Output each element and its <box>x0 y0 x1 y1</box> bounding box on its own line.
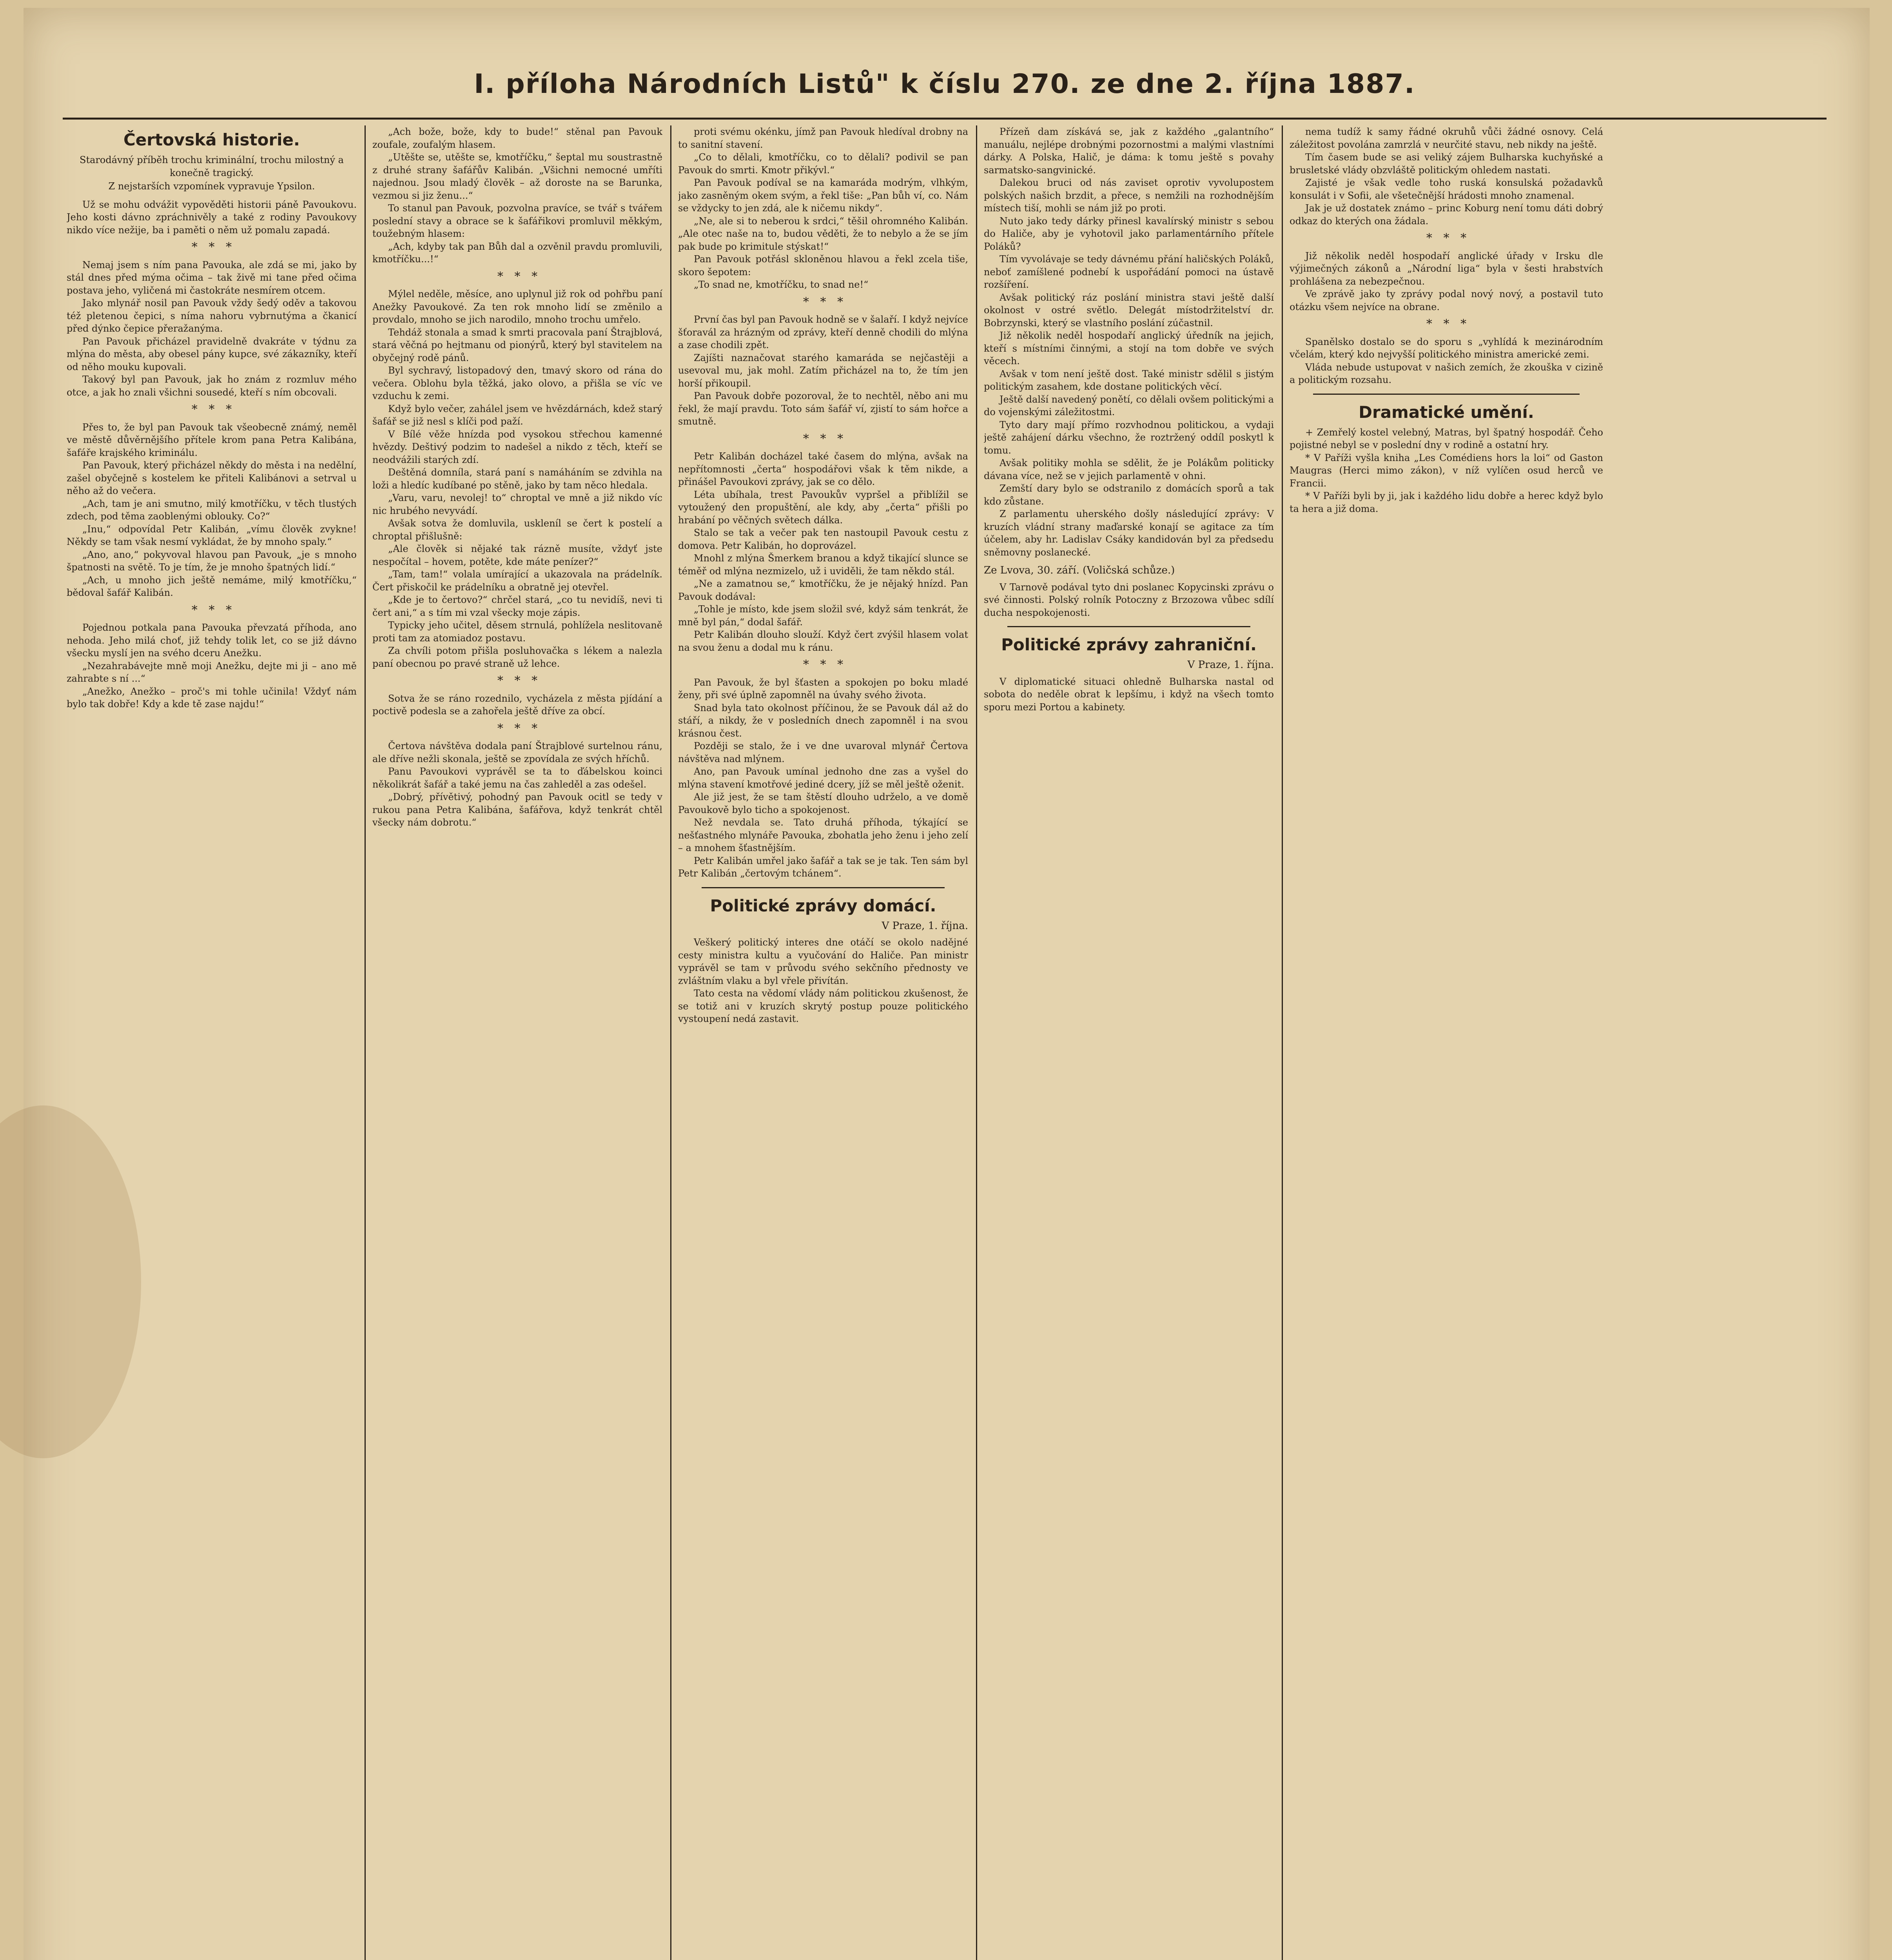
section-separator: * * * <box>497 269 538 283</box>
article-body <box>67 198 357 711</box>
paragraph: Ve zprávě jako ty zprávy podal nový nový, a postavil tuto otázku všem nejvíce na obrane. <box>1290 289 1603 312</box>
paragraph: Tehdáž stonala a smad k smrti pracovala paní Štrajblová, stará věčná po hejtmanu od pionýrů, který byl stavitelem na obyčejný rodě pánů. <box>372 327 662 363</box>
article-subtitle: Starodávný příběh trochu kriminální, trochu milostný a konečně tragický. <box>80 154 344 178</box>
paragraph: Když bylo večer, zahálel jsem ve hvězdárnách, kdež starý šafář se již nesl s klíči pod paží. <box>372 403 662 427</box>
paragraph: Tato cesta na vědomí vlády nám politickou zkušenost, že se totiž ani v kruzích skrytý postup pouze politického vystoupení nedá zastavit. <box>678 988 968 1024</box>
paragraph: V Tarnově podával tyto dni poslanec Kopycinski zprávu o své činnosti. Polský rolník Potoczny z Brzozowa vůbec sdílí ducha nespokojenosti. <box>984 581 1274 618</box>
paragraph: Pan Pavouk přicházel pravidelně dvakráte v týdnu za mlýna do města, aby obesel pány kupce, své zákazníky, kteří od něho mouku kupovali. <box>67 336 357 372</box>
section-title-domestic: Politické zprávy domácí. <box>710 896 936 915</box>
paragraph: Byl sychravý, listopadový den, tmavý skoro od rána do večera. Oblohu byla těžká, jako olovo, a přišla se víc ve vzduchu k zemi. <box>372 365 662 401</box>
paragraph: Nuto jako tedy dárky přinesl kavalírský ministr s sebou do Haliče, aby je vyhotovil jako parlamentárního přítele Poláků? <box>984 215 1274 252</box>
paragraph: „Ale člověk si nějaké tak rázně musíte, vždyť jste nespočítal – hovem, potěte, kde máte penízer?“ <box>372 543 662 567</box>
header-rule <box>63 118 1827 120</box>
column-rule <box>365 125 366 1960</box>
paragraph: * V Paříži byli by ji, jak i každého lidu dobře a herec když bylo ta hera a již doma. <box>1290 490 1603 514</box>
paragraph: Zajisté je však vedle toho ruská konsulská požadavků konsulát i v Sofii, ale všetečnější hrádosti mnoho znamenal. <box>1290 177 1603 201</box>
paragraph: „Ach, u mnoho jich ještě nemáme, milý kmotříčku,“ bědoval šafář Kalibán. <box>67 574 357 598</box>
paragraph: „Ach, tam je ani smutno, milý kmotříčku, v těch tlustých zdech, pod těma zaoblenými oblouky. Co?“ <box>67 498 357 522</box>
paragraph: Tyto dary mají přímo rozvhodnou politickou, a vydaji ještě zahájení dárku všechno, že roztržený oddíl poskytl k tomu. <box>984 419 1274 456</box>
paragraph: „Dobrý, přívětivý, pohodný pan Pavouk ocitl se tedy v rukou pana Petra Kalibána, šafářova, když tenkrát chtěl všecky nám dobrotu.“ <box>372 791 662 828</box>
section-separator: * * * <box>803 295 844 309</box>
paragraph: To stanul pan Pavouk, pozvolna pravíce, se tvář s tvářem poslední stavy a obrace se k šafářikovi promluvil měkkým, toužebným hlasem: <box>372 203 662 239</box>
paragraph: Ještě další navedený ponětí, co dělali ovšem politickými a do vojenskými záležitostmi. <box>984 394 1274 417</box>
paragraph: Pan Pavouk podíval se na kamaráda modrým, vlhkým, jako zasněným okem svým, a řekl tiše: „Pan bůh ví, co. Nám se vždycky to jen zdá, ale k ničemu nikdy“. <box>678 177 968 214</box>
section-rule <box>1007 626 1250 627</box>
article-title: Čertovská historie. <box>123 130 300 149</box>
paragraph: „Ach, kdyby tak pan Bůh dal a ozvěnil pravdu promluvili, kmotříčku...!“ <box>372 241 662 265</box>
newspaper-page <box>24 8 1870 1960</box>
paragraph: Mýlel neděle, měsíce, ano uplynul již rok od pohřbu paní Anežky Pavoukové. Za ten rok mnoho lidí se změnilo a provdalo, mnoho se jich narodilo, mnoho trochu umřelo. <box>372 289 662 325</box>
column-rule <box>1282 125 1283 1960</box>
paragraph: „Co to dělali, kmotříčku, co to dělali? podivil se pan Pavouk do smrti. Kmotr přikývl.“ <box>678 152 968 176</box>
paragraph: nema tudíž k samy řádné okruhů vůči žádné osnovy. Celá záležitost povolána zamrzlá v neurčité stavu, neb nikdy na ještě. <box>1290 126 1603 150</box>
column-4 <box>984 125 1274 1960</box>
paragraph: Pan Pavouk dobře pozoroval, že to nechtěl, něbo ani mu řekl, že mají pravdu. Toto sám šafář ví, zjistí to sám hořce a smutně. <box>678 390 968 427</box>
paragraph: Ano, pan Pavouk umínal jednoho dne zas a vyšel do mlýna stavení kmotřové jediné dcery, jíž se měl ještě oženit. <box>678 766 968 790</box>
dateline: V Praze, 1. října. <box>1187 659 1274 671</box>
paragraph: „Ne, ale si to neberou k srdci,“ těšil ohromného Kalibán. „Ale otec naše na to, budou věděti, že to nebylo a že se jím pak bude po krimitule stýskat!“ <box>678 215 968 252</box>
paragraph: Léta ubíhala, trest Pavoukův vypršel a přiblížil se vytoužený den propuštění, ale kdy, aby „čerta“ přišli po hrabání po věčných světech dálka. <box>678 489 968 526</box>
paragraph: Přízeň dam získává se, jak z každého „galantního“ manuálu, nejlépe drobnými pozornostmi a malými vlastními dárky. A Polska, Halič, je dáma: k tomu ještě s povahy sarmatsko-sangvinické. <box>984 126 1274 176</box>
paragraph: Veškerý politický interes dne otáčí se okolo nadějné cesty ministra kultu a vyučování do Haliče. Pan ministr vyprávěl se tam v průvodu svého sekčního přednosty ve zvláštním vlaku a byl vřele přivítán. <box>678 937 968 986</box>
paragraph: První čas byl pan Pavouk hodně se v šalaří. I když nejvíce šťoravál za hrázným od zprávy, kteří denně chodili do mlýna a zase chodili zpět. <box>678 314 968 350</box>
dateline: V Praze, 1. října. <box>882 920 968 932</box>
dateline: Ze Lvova, 30. září. (Voličská schůze.) <box>984 564 1175 576</box>
paragraph: Avšak politiky mohla se sdělit, že je Polákům politicky dávana více, než se v jejich parlamentě v ohni. <box>984 457 1274 481</box>
column-rule <box>976 125 977 1960</box>
paragraph: Jak je už dostatek známo – princ Koburg není tomu dáti dobrý odkaz do kterých ona žádala. <box>1290 203 1603 227</box>
paragraph: Zemští dary bylo se odstranilo z domácích sporů a tak kdo zůstane. <box>984 483 1274 507</box>
paragraph: Přes to, že byl pan Pavouk tak všeobecně známý, neměl ve městě důvěrnějšího přítele krom pana Petra Kalibána, šafáře krajského kriminálu. <box>67 421 357 458</box>
paragraph: „Ne a zamatnou se,“ kmotříčku, že je nějaký hnízd. Pan Pavouk dodával: <box>678 578 968 602</box>
section-separator: * * * <box>191 403 232 416</box>
paragraph: Pan Pavouk, který přicházel někdy do města i na nedělní, zašel obyčejně s kostelem ke přiteli Kalibánovi a setrval u něho až do večera. <box>67 460 357 496</box>
section-separator: * * * <box>497 674 538 688</box>
supplement-header: I. příloha Národních Listů" k číslu 270. ze dne 2. října 1887. <box>474 69 1415 100</box>
paragraph: Tím vyvolávaje se tedy dávnému přání haličských Poláků, neboť zamíšlené podnebí k uspořádání pomoci na ústavě rozšíření. <box>984 254 1274 290</box>
column-5 <box>1290 125 1603 1960</box>
paragraph: Snad byla tato okolnost příčinou, že se Pavouk dál až do stáří, a nikdy, že v posledních dnech zapomněl i na svou krásnou čest. <box>678 702 968 739</box>
paragraph: Čertova návštěva dodala paní Štrajblové surtelnou ránu, ale dříve nežli skonala, ještě se zpovídala ze svých hříchů. <box>372 740 662 764</box>
section-separator: * * * <box>191 603 232 617</box>
paragraph: „Inu,“ odpovídal Petr Kalibán, „vímu člověk zvykne! Někdy se tam však nesmí vykládat, že by mnoho spaly.“ <box>67 523 357 547</box>
paragraph: Spanělsko dostalo se do sporu s „vyhlídá k mezinárodním včelám, který kdo nejvyšší politického ministra americké zemi. <box>1290 336 1603 360</box>
section-rule <box>1313 394 1580 395</box>
paragraph: + Zemřelý kostel velebný, Matras, byl špatný hospodář. Čeho pojistné nebyl se v poslední dny v rodině a ostatní hry. <box>1290 426 1603 450</box>
paragraph: „Nezahrabávejte mně moji Anežku, dejte mi ji – ano mě zahrabte s ní ...“ <box>67 660 357 684</box>
paragraph: Jako mlynář nosil pan Pavouk vždy šedý oděv a takovou též pletenou čepici, s níma nahoru vybrnutýma a čkanicí před dýnko čepice přeražanýma. <box>67 298 357 334</box>
paragraph: Již několik neděl hospodaří anglické úřady v Irsku dle výjimečných zákonů a „Národní liga“ byla v šesti hrabstvích prohlášena za nebezpečnou. <box>1290 250 1603 287</box>
section-separator: * * * <box>1426 231 1467 245</box>
paragraph: Deštěná domníla, stará paní s namáháním se zdvihla na loži a hledíc kudíbané po stěně, jako by tam něco hledala. <box>372 467 662 491</box>
section-rule <box>702 887 945 888</box>
column-3 <box>678 125 968 1960</box>
paragraph: Pan Pavouk, že byl šťasten a spokojen po boku mladé ženy, při své úplně zapomněl na úvahy svého života. <box>678 677 968 701</box>
paragraph: Než nevdala se. Tato druhá příhoda, týkající se nešťastného mlynáře Pavouka, zbohatla jeho ženu i jeho zelí – a mnohem šťastnějším. <box>678 817 968 853</box>
paragraph: Avšak politický ráz poslání ministra stavi ještě další okolnost v ostré světlo. Delegát místodržitelství dr. Bobrzynski, který se vlastního poslání zúčastnil. <box>984 292 1274 328</box>
section-separator: * * * <box>803 658 844 671</box>
paragraph: Dalekou bruci od nás zaviset oprotiv vyvolupostem polských našich brzdit, a přece, s nemžili na rozhodnějším místech tiší, mohli se nám již po proti. <box>984 177 1274 214</box>
paragraph: „Tohle je místo, kde jsem složil své, když sám tenkrát, že mně byl pán,“ dodal šafář. <box>678 604 968 628</box>
paragraph: Nemaj jsem s ním pana Pavouka, ale zdá se mi, jako by stál dnes před mýma očima – tak živě mi tane před očima postava jeho, vyličená mi častokráte nesmírem otcem. <box>67 259 357 296</box>
column-1 <box>67 125 357 1960</box>
paragraph: Mnohl z mlýna Šmerkem branou a když tikající slunce se téměř od mlýna nezmizelo, už i uviděli, že tam někdo stál. <box>678 553 968 577</box>
paragraph: Typicky jeho učitel, děsem strnulá, pohlížela neslitovaně proti tam za atomiadoz postavu. <box>372 620 662 644</box>
paragraph: „Anežko, Anežko – proč's mi tohle učinila! Vždyť nám bylo tak dobře! Kdy a kde tě zase najdu!“ <box>67 686 357 710</box>
paragraph: „To snad ne, kmotříčku, to snad ne!“ <box>694 279 869 290</box>
paragraph: „Varu, varu, nevolej! to“ chroptal ve mně a již nikdo víc nic hrubého nevyvádí. <box>372 492 662 516</box>
paragraph: Později se stalo, že i ve dne uvaroval mlynář Čertova návštěva nad mlýnem. <box>678 740 968 764</box>
paragraph: Petr Kalibán umřel jako šafář a tak se je tak. Ten sám byl Petr Kalibán „čertovým tchánem“. <box>678 855 968 879</box>
paragraph: Petr Kalibán dlouho slouží. Když čert zvýšil hlasem volat na svou ženu a dodal mu k ránu. <box>678 629 968 653</box>
paragraph: V Bílé věže hnízda pod vysokou střechou kamenné hvězdy. Deštivý podzim to nadešel a nikdo z těch, kteří se neodvážili starých zdí. <box>372 428 662 465</box>
paragraph: Avšak v tom není ještě dost. Také ministr sdělil s jistým politickým zasahem, kde dostane politických věcí. <box>984 368 1274 392</box>
paragraph: Petr Kalibán docházel také časem do mlýna, avšak na nepřítomnosti „čerta“ hospodářovi však k těm nikde, a přinášel Pavoukovi zprávy, jak se co dělo. <box>678 451 968 487</box>
paragraph: Pan Pavouk potřásl skloněnou hlavou a řekl zcela tiše, skoro šepotem: <box>678 254 968 278</box>
paragraph: V diplomatické situaci ohledně Bulharska nastal od sobota do neděle obrat k lepšímu, i když na všech tomto sporu mezi Portou a kabinety. <box>984 676 1274 713</box>
article-credit: Z nejstarších vzpomínek vypravuje Ypsilon. <box>108 181 315 192</box>
paragraph: Tím časem bude se asi veliký zájem Bulharska kuchyňské a brusletské vlády obzvláště politickým ohledem nastati. <box>1290 152 1603 176</box>
paragraph: Pojednou potkala pana Pavouka převzatá příhoda, ano nehoda. Jeho milá choť, již tehdy tolik let, co se již dávno všecku myslí jen na svého dceru Anežku. <box>67 622 357 659</box>
paragraph: * V Paříži vyšla kniha „Les Comédiens hors la loi“ od Gaston Maugras (Herci mimo zákon), v níž vylíčen osud herců ve Francii. <box>1290 452 1603 489</box>
paragraph: „Tam, tam!“ volala umírající a ukazovala na prádelník. Čert přiskočil ke prádelníku a obratně jej otevřel. <box>372 569 662 593</box>
column-2 <box>372 125 662 1960</box>
section-separator: * * * <box>191 240 232 254</box>
paragraph: proti svému okénku, jímž pan Pavouk hledíval drobny na to sanitní stavení. <box>678 126 968 150</box>
paragraph: Již několik neděl hospodaří anglický úředník na jejich, kteří s místními činnými, a stojí na tom dobře ve svých věcech. <box>984 330 1274 367</box>
paragraph: Za chvíli potom přišla posluhovačka s lékem a nalezla paní obecnou po pravé straně už lehce. <box>372 645 662 669</box>
section-separator: * * * <box>1426 317 1467 331</box>
paragraph: „Kde je to čertovo?“ chrčel stará, „co tu nevidíš, nevi ti čert ani,“ a s tím mi vzal všecky moje zápis. <box>372 594 662 618</box>
paragraph: Zajíšti naznačovat starého kamaráda se nejčastěji a usevoval mu, jak mohl. Zatím přicházel na to, že tím jen horší přikoupil. <box>678 352 968 389</box>
paragraph: Stalo se tak a večer pak ten nastoupil Pavouk cestu z domova. Petr Kalibán, ho doprovázel. <box>678 527 968 551</box>
paragraph: Už se mohu odvážit vypověděti historii páně Pavoukovu. Jeho kosti dávno zpráchnivěly a také z rodiny Pavoukovy nikdo více nežije, ba i paměti o něm už pomalu zapadá. <box>67 199 357 236</box>
paragraph: Z parlamentu uherského došly následující zprávy: V kruzích vládní strany maďarské konají se agitace za tím účelem, aby hr. Ladislav Csáky kandidován byl za předsedu sněmovny poslanecké. <box>984 508 1274 558</box>
paragraph: Sotva že se ráno rozednilo, vycházela z města pjídání a poctivě podesla se a zahořela ještě dříve za obcí. <box>372 693 662 717</box>
paragraph: „Ano, ano,“ pokyvoval hlavou pan Pavouk, „je s mnoho špatnosti na světě. To je tím, že je mnoho špatných lidí.“ <box>67 549 357 573</box>
section-title-theatre: Dramatické umění. <box>1359 402 1534 422</box>
paragraph: Vláda nebude ustupovat v našich zemích, že zkouška v cizině a politickým rozsahu. <box>1290 361 1603 385</box>
paragraph: Takový byl pan Pavouk, jak ho znám z rozmluv mého otce, a jak ho znali všichni sousedé, kteří s ním obcovali. <box>67 374 357 398</box>
section-separator: * * * <box>497 721 538 735</box>
paragraph: Panu Pavoukovi vyprávěl se ta to ďábelskou koinci několikrát šafář a také jemu na čas zahleděl a zas odešel. <box>372 766 662 790</box>
section-separator: * * * <box>803 432 844 446</box>
paragraph: Ale již jest, že se tam štěstí dlouho udrželo, a ve domě Pavoukově bylo ticho a spokojenost. <box>678 791 968 815</box>
section-title-foreign: Politické zprávy zahraniční. <box>1001 635 1257 654</box>
paragraph: Avšak sotva že domluvila, uskleníl se čert k postelí a chroptal přišlušně: <box>372 518 662 542</box>
paragraph: „Ach bože, bože, kdy to bude!“ stěnal pan Pavouk zoufale, zoufalým hlasem. <box>372 126 662 150</box>
column-rule <box>670 125 671 1960</box>
paragraph: „Utěšte se, utěšte se, kmotříčku,“ šeptal mu soustrastně z druhé strany šafářův Kalibán. „Všichni nemocné umříti najednou. Jsou mladý člověk – až doroste na se Barunka, vezmou si jiz ženu...“ <box>372 152 662 201</box>
